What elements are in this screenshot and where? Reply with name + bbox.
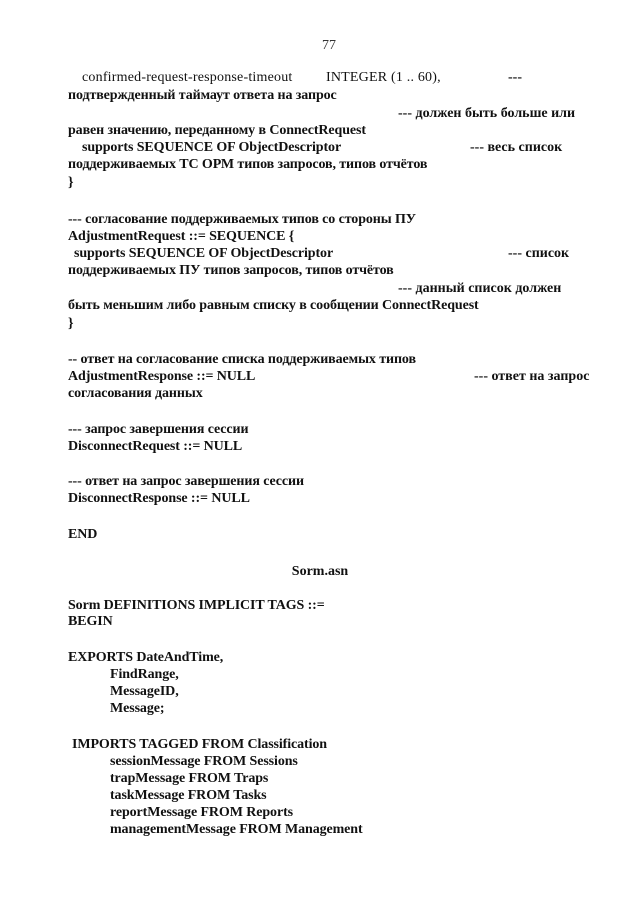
code-line: supports SEQUENCE OF ObjectDescriptor [82, 140, 342, 155]
page-number: 77 [322, 38, 336, 53]
code-line: MessageID, [110, 684, 179, 699]
code-line: DisconnectResponse ::= NULL [68, 491, 250, 506]
comment-line: подтвержденный таймаут ответа на запрос [68, 88, 337, 103]
code-line: DisconnectRequest ::= NULL [68, 439, 243, 454]
field-name: confirmed-request-response-timeout [82, 70, 293, 85]
code-line: } [68, 175, 74, 190]
comment-line: поддерживаемых ТС ОРМ типов запросов, типов отчётов [68, 157, 428, 172]
comment-line: --- весь список [470, 140, 563, 155]
code-line: IMPORTS TAGGED FROM Classification [72, 737, 327, 752]
code-line: supports SEQUENCE OF ObjectDescriptor [74, 246, 334, 261]
comment-line: --- ответ на запрос [474, 369, 590, 384]
code-line: Sorm DEFINITIONS IMPLICIT TAGS ::= [68, 598, 325, 613]
code-line: reportMessage FROM Reports [110, 805, 293, 820]
code-line: FindRange, [110, 667, 179, 682]
code-line: trapMessage FROM Traps [110, 771, 269, 786]
comment-line: -- ответ на согласование списка поддерживаемых типов [68, 352, 416, 367]
field-type: INTEGER (1 .. 60), [326, 70, 441, 85]
code-line: } [68, 316, 74, 331]
code-line: EXPORTS DateAndTime, [68, 650, 224, 665]
section-title: Sorm.asn [291, 564, 349, 579]
comment-line: --- запрос завершения сессии [68, 422, 249, 437]
code-line: AdjustmentResponse ::= NULL [68, 369, 256, 384]
comment-line: --- ответ на запрос завершения сессии [68, 474, 304, 489]
code-line: END [68, 527, 98, 542]
comment-line: согласования данных [68, 386, 203, 401]
comment-line: --- список [508, 246, 570, 261]
comment-line: --- данный список должен [398, 281, 562, 296]
code-line: managementMessage FROM Management [110, 822, 363, 837]
comment-line: --- должен быть больше или [398, 106, 576, 121]
code-line: BEGIN [68, 614, 113, 629]
comment-line: поддерживаемых ПУ типов запросов, типов отчётов [68, 263, 394, 278]
code-line: AdjustmentRequest ::= SEQUENCE { [68, 229, 295, 244]
code-line: Message; [110, 701, 165, 716]
code-line: sessionMessage FROM Sessions [110, 754, 298, 769]
code-line: taskMessage FROM Tasks [110, 788, 267, 803]
comment-line: равен значению, переданному в ConnectRequest [68, 123, 366, 138]
comment-marker: --- [508, 70, 522, 85]
comment-line: быть меньшим либо равным списку в сообщении ConnectRequest [68, 298, 479, 313]
comment-line: --- согласование поддерживаемых типов со стороны ПУ [68, 212, 416, 227]
